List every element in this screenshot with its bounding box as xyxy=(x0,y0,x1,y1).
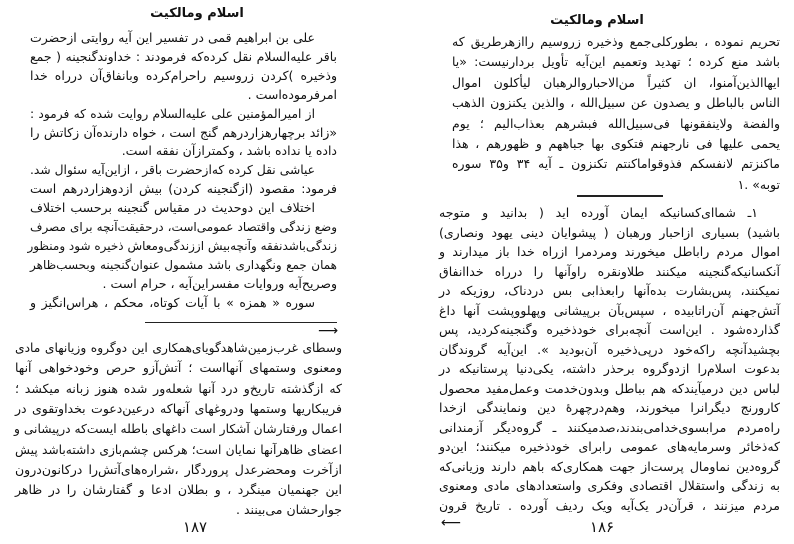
text-line: این جهنمیان مینگرد ، و بطلان ادعا و گفتارشان را در ظاهر xyxy=(15,482,342,498)
text-line: اموال مردم راباطل میخورند ومردمرا ازراه خدا باز میدارند و xyxy=(439,244,780,259)
text-line: ۱ـ شماای‌کسانیکه ایمان آورده اید ( بدانید و متوجه xyxy=(439,205,758,220)
text-line: ومعنوی وستمهای آنهااست ؛ آتش‌آزو حرص وخودخواهی آنها xyxy=(15,360,342,376)
text-line: تحریم نموده ، بطورکلی‌جمع وذخیره زروسیم راازهرطریق که xyxy=(452,34,780,49)
text-line: کارورنج دیگرانرا میخورند، وهم‌درچهرهٔ دین ونمایندگی ازخدا xyxy=(439,400,780,415)
text-line: داده یا نداده باشد ، وکمتراز‌آن نفقه است. xyxy=(121,143,337,159)
text-line: لباس دین درمیآیندکه هم بباطل وبدون‌خدمت وعمل‌مفید محصول xyxy=(439,380,780,396)
text-line: الناس بالباطل و یصدون عن سبیل‌الله ، والذین یکنزون الذهب xyxy=(452,95,780,111)
footnote-divider xyxy=(145,322,337,323)
text-line: باشد منع کرده ؛ تهدید وتعمیم این‌آیه تأویل بردارنیست: «یا xyxy=(452,54,780,70)
text-line: بچشیدآنچه راکه‌خود درپی‌ذخیره آن‌بودید ». این‌آیه گروندگان xyxy=(439,341,780,357)
text-line: راه‌مردم مرابسوی‌خدامی‌بندند،صدمیکنند ـ گروه‌دیگر آزمندانی xyxy=(439,419,780,435)
text-line: باقر علیه‌السلام نقل کرده‌که فرمودند : خداوندگنجینه ( جمع xyxy=(30,48,337,64)
text-line: به زندگی واستقلال اقتصادی وفکری واستعدادهای مادی ومعنوی xyxy=(439,478,780,493)
text-line: ایهاالذین‌آمنوا، ان کثیراً من‌الاحباروالرهبان لیأکلون اموال xyxy=(452,74,780,90)
text-line: وصریح‌آیه وروایات مفسراین‌آیه ، حرام است . xyxy=(102,275,337,291)
text-line: نمیکنند، پس‌بشارت بده‌آنها رابعذابی بس دردناک، روزیکه در xyxy=(439,283,780,298)
text-line: اعمال ورفتارشان آشکار است داغهای باطله ایست‌که درپیشانی و xyxy=(14,422,342,437)
text-line: که‌ذخائر وسرمایه‌های عمومی رابرای خودذخیره میکنند؛ این‌دو xyxy=(439,439,780,454)
text-line: جوارحشان می‌بینند . xyxy=(236,502,342,518)
text-line: والفضة ولاینفقونها فی‌سبیل‌الله فبشرهم بعذاب‌الیم ؛ یوم xyxy=(452,115,780,131)
text-line: وسطای غرب‌زمین‌شاهدگویای‌همکاری این دوگروه وزیانهای مادی xyxy=(15,341,342,355)
right-page xyxy=(397,0,794,544)
text-line: مردم میزنند ، قرآن‌در یک‌آیه ویک ردیف آورده . تاریخ قرون xyxy=(439,497,780,513)
text-line: آتش‌جهنم آن‌راتابیده ، سپس‌بآن برپیشانی وپهلووپشت آنها داغ xyxy=(439,302,780,318)
running-title: اسلام ومالکیت xyxy=(150,6,244,21)
text-line: آنکسانیکه‌گنجینه میکنند طلاونقره راوآنها را درراه خداانفاق xyxy=(439,263,780,279)
text-line: عیاشی نقل کرده که‌ازحضرت باقر ، ازاین‌آیه سئوال شد. xyxy=(30,163,315,178)
footnote-divider xyxy=(577,195,663,197)
text-line: باشید) بسیاری ازاحبار ورهبان ( پیشوایان دینی یهود ونصاری) xyxy=(439,224,780,240)
arrow-left-icon: ⟵ xyxy=(441,515,462,531)
arrow-right-icon: ⟶ xyxy=(318,323,339,339)
text-line: علی بن ابراهیم قمی در تفسیر این آیه روایتی ازحضرت xyxy=(30,30,315,45)
text-line: ماکنزتم لانفسکم فذوقواماکنتم تکنزون ـ آیه ۳۴ و۳۵ سوره xyxy=(452,156,780,172)
text-line: اختلاف این دوحدیث در مقیاس گنجینه برحسب اختلاف xyxy=(30,200,315,216)
text-line: توبه» .۱ xyxy=(737,176,780,192)
text-line: ازآخرت ومحضرعدل پروردگار ،شراره‌های‌آتش‌را درکانون‌درون xyxy=(15,461,342,477)
text-line: «زائد برچهارهزاردرهم گنج است ، خواه دارنده‌آن زکاتش را xyxy=(30,124,337,140)
text-line: بدعوت اسلام‌را ازدوگروه برحذر داشته، یکی‌دنیا پرستانیکه در xyxy=(439,361,780,376)
text-line: که ازگذشته تاریخ‌و درد آنها شعله‌ور شده هنوز زبانه میکشد ؛ xyxy=(15,380,342,396)
text-line: زندگی‌باشدنفقه وآنچه‌بیش اززندگی‌ومعاش ذخیره شود ومنظور xyxy=(27,238,337,253)
text-line: از امیرالمؤمنین علی علیه‌السلام روایت شده که فرمود : xyxy=(30,106,315,121)
text-line: وذخیره )کردن زروسیم راحرام‌کرده وبانفاق‌آن درراه خدا xyxy=(30,67,337,83)
running-title: اسلام ومالکیت xyxy=(550,13,644,28)
text-line: فرمود: مقصود (ازگنجینه کردن) بیش ازدوهزاردرهم است xyxy=(30,181,337,197)
text-line: گذارده‌شود . این‌است آنچه‌برای خودذخیره وگنجینه‌کردید، پس xyxy=(439,322,780,337)
page-number: ۱۸۷ xyxy=(182,518,208,536)
text-line: یحمی علیها فی نارجهنم فتکوی بها جباههم و ظهورهم ، هذا xyxy=(452,136,780,151)
text-line: اعضای ظاهرآنها نمایان است؛ هرکس چشم‌بازی داشته‌باشد پیش xyxy=(15,442,342,457)
text-line: گروه‌دین نماومال پرست‌از جهت همکاری‌که باهم دارند وزیانی‌که xyxy=(439,458,780,474)
text-line: همان جمع ونگهداری باشد مشمول عنوان‌گنجینه وبحسب‌ظاهر xyxy=(30,257,337,272)
page-number: ۱۸۶ xyxy=(589,518,615,536)
text-line: فریبکاریها وستمها ودروغهای آنهاکه درعین‌دعوت بخداوتقوی در xyxy=(15,400,342,416)
text-line: وضع زندگی واقتصاد عمومی‌است، درحقیقت‌آنچه برای مصرف xyxy=(30,220,337,234)
text-line: امرفرموده‌است . xyxy=(247,86,337,102)
text-line: سوره « همزه » با آیات کوتاه، محکم ، هراس‌انگیز و xyxy=(30,294,315,310)
